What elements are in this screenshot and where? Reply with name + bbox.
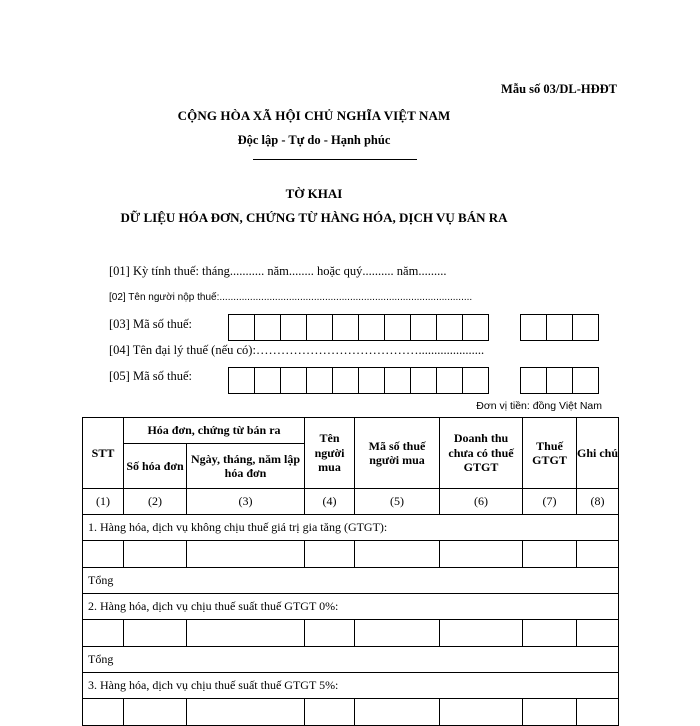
column-number: (4) bbox=[305, 489, 355, 515]
header-invoice-date: Ngày, tháng, năm lập hóa đơn bbox=[187, 444, 305, 489]
header-revenue: Doanh thu chưa có thuế GTGT bbox=[440, 418, 523, 489]
header-vat: Thuế GTGT bbox=[523, 418, 577, 489]
tax-code-suffix-box[interactable] bbox=[520, 314, 547, 341]
tax-code-suffix-box[interactable] bbox=[546, 367, 573, 394]
form-title: TỜ KHAI bbox=[285, 186, 343, 201]
section-title: 2. Hàng hóa, dịch vụ chịu thuế suất thuế GTGT 0%: bbox=[83, 594, 619, 620]
column-number: (1) bbox=[83, 489, 124, 515]
tax-code-digit-box[interactable] bbox=[280, 314, 307, 341]
country-name: CỘNG HÒA XÃ HỘI CHỦ NGHĨA VIỆT NAM bbox=[177, 108, 451, 123]
field-agent-tax-code-label: [05] Mã số thuế: bbox=[109, 369, 192, 383]
header-invoice-number: Số hóa đơn bbox=[124, 444, 187, 489]
tax-code-digit-box[interactable] bbox=[462, 367, 489, 394]
column-number: (2) bbox=[124, 489, 187, 515]
form-code: Mẫu số 03/DL-HĐĐT bbox=[501, 82, 617, 96]
motto-underline bbox=[253, 159, 417, 160]
tax-code-digit-box[interactable] bbox=[306, 314, 333, 341]
table-row[interactable] bbox=[83, 699, 619, 726]
section-total-label: Tổng bbox=[83, 568, 619, 594]
tax-code-digit-box[interactable] bbox=[358, 314, 385, 341]
table-cell[interactable] bbox=[83, 699, 124, 726]
table-cell[interactable] bbox=[523, 620, 577, 647]
table-cell[interactable] bbox=[440, 699, 523, 726]
table-cell[interactable] bbox=[577, 699, 619, 726]
taxpayer-tax-code-suffix-boxes[interactable] bbox=[521, 314, 599, 341]
section-total-label: Tổng bbox=[83, 647, 619, 673]
tax-code-digit-box[interactable] bbox=[332, 314, 359, 341]
table-cell[interactable] bbox=[124, 699, 187, 726]
column-number-row bbox=[83, 489, 619, 515]
tax-code-digit-box[interactable] bbox=[436, 314, 463, 341]
agent-tax-code-suffix-boxes[interactable] bbox=[521, 367, 599, 394]
tax-code-digit-box[interactable] bbox=[462, 314, 489, 341]
table-cell[interactable] bbox=[355, 699, 440, 726]
header-stt: STT bbox=[83, 418, 124, 489]
column-number: (5) bbox=[355, 489, 440, 515]
section-title: 1. Hàng hóa, dịch vụ không chịu thuế giá trị gia tăng (GTGT): bbox=[83, 515, 619, 541]
tax-code-digit-box[interactable] bbox=[228, 367, 255, 394]
tax-code-digit-box[interactable] bbox=[332, 367, 359, 394]
tax-code-digit-box[interactable] bbox=[358, 367, 385, 394]
tax-code-digit-box[interactable] bbox=[280, 367, 307, 394]
field-tax-agent-name[interactable]: [04] Tên đại lý thuế (nếu có):…………………………………..................... bbox=[109, 343, 485, 357]
taxpayer-tax-code-boxes[interactable] bbox=[229, 314, 489, 341]
column-number: (3) bbox=[187, 489, 305, 515]
header-note: Ghi chú bbox=[577, 418, 619, 489]
tax-code-digit-box[interactable] bbox=[384, 367, 411, 394]
table-cell[interactable] bbox=[440, 620, 523, 647]
tax-code-digit-box[interactable] bbox=[254, 367, 281, 394]
column-number: (7) bbox=[523, 489, 577, 515]
tax-code-suffix-box[interactable] bbox=[572, 367, 599, 394]
column-number: (8) bbox=[577, 489, 619, 515]
table-cell[interactable] bbox=[305, 699, 355, 726]
header-buyer-tax-code: Mã số thuế người mua bbox=[355, 418, 440, 489]
currency-unit: Đơn vị tiền: đồng Việt Nam bbox=[476, 400, 602, 412]
table-cell[interactable] bbox=[523, 541, 577, 568]
tax-code-digit-box[interactable] bbox=[384, 314, 411, 341]
header-buyer-name: Tên người mua bbox=[305, 418, 355, 489]
table-cell[interactable] bbox=[187, 541, 305, 568]
table-cell[interactable] bbox=[305, 620, 355, 647]
table-cell[interactable] bbox=[124, 620, 187, 647]
table-cell[interactable] bbox=[440, 541, 523, 568]
field-taxpayer-tax-code-label: [03] Mã số thuế: bbox=[109, 317, 192, 331]
agent-tax-code-boxes[interactable] bbox=[229, 367, 489, 394]
tax-code-digit-box[interactable] bbox=[254, 314, 281, 341]
field-taxpayer-name[interactable]: [02] Tên người nộp thuế:........................................................................................... bbox=[109, 292, 473, 303]
table-cell[interactable] bbox=[187, 699, 305, 726]
tax-code-digit-box[interactable] bbox=[306, 367, 333, 394]
table-cell[interactable] bbox=[355, 620, 440, 647]
tax-code-digit-box[interactable] bbox=[228, 314, 255, 341]
column-number: (6) bbox=[440, 489, 523, 515]
form-subtitle: DỮ LIỆU HÓA ĐƠN, CHỨNG TỪ HÀNG HÓA, DỊCH VỤ BÁN RA bbox=[120, 210, 508, 225]
field-tax-period[interactable]: [01] Kỳ tính thuế: tháng........... năm........ hoặc quý.......... năm......... bbox=[109, 264, 447, 278]
table-cell[interactable] bbox=[355, 541, 440, 568]
tax-code-digit-box[interactable] bbox=[436, 367, 463, 394]
table-cell[interactable] bbox=[523, 699, 577, 726]
table-cell[interactable] bbox=[577, 541, 619, 568]
invoice-table bbox=[82, 417, 619, 726]
header-invoice-group: Hóa đơn, chứng từ bán ra bbox=[124, 418, 305, 444]
table-cell[interactable] bbox=[187, 620, 305, 647]
table-cell[interactable] bbox=[577, 620, 619, 647]
table-cell[interactable] bbox=[83, 541, 124, 568]
tax-code-suffix-box[interactable] bbox=[572, 314, 599, 341]
table-row[interactable] bbox=[83, 541, 619, 568]
table-cell[interactable] bbox=[124, 541, 187, 568]
national-motto: Độc lập - Tự do - Hạnh phúc bbox=[237, 133, 391, 147]
section-title: 3. Hàng hóa, dịch vụ chịu thuế suất thuế GTGT 5%: bbox=[83, 673, 619, 699]
tax-code-suffix-box[interactable] bbox=[546, 314, 573, 341]
tax-code-suffix-box[interactable] bbox=[520, 367, 547, 394]
table-row[interactable] bbox=[83, 620, 619, 647]
table-cell[interactable] bbox=[305, 541, 355, 568]
tax-code-digit-box[interactable] bbox=[410, 367, 437, 394]
table-cell[interactable] bbox=[83, 620, 124, 647]
tax-code-digit-box[interactable] bbox=[410, 314, 437, 341]
